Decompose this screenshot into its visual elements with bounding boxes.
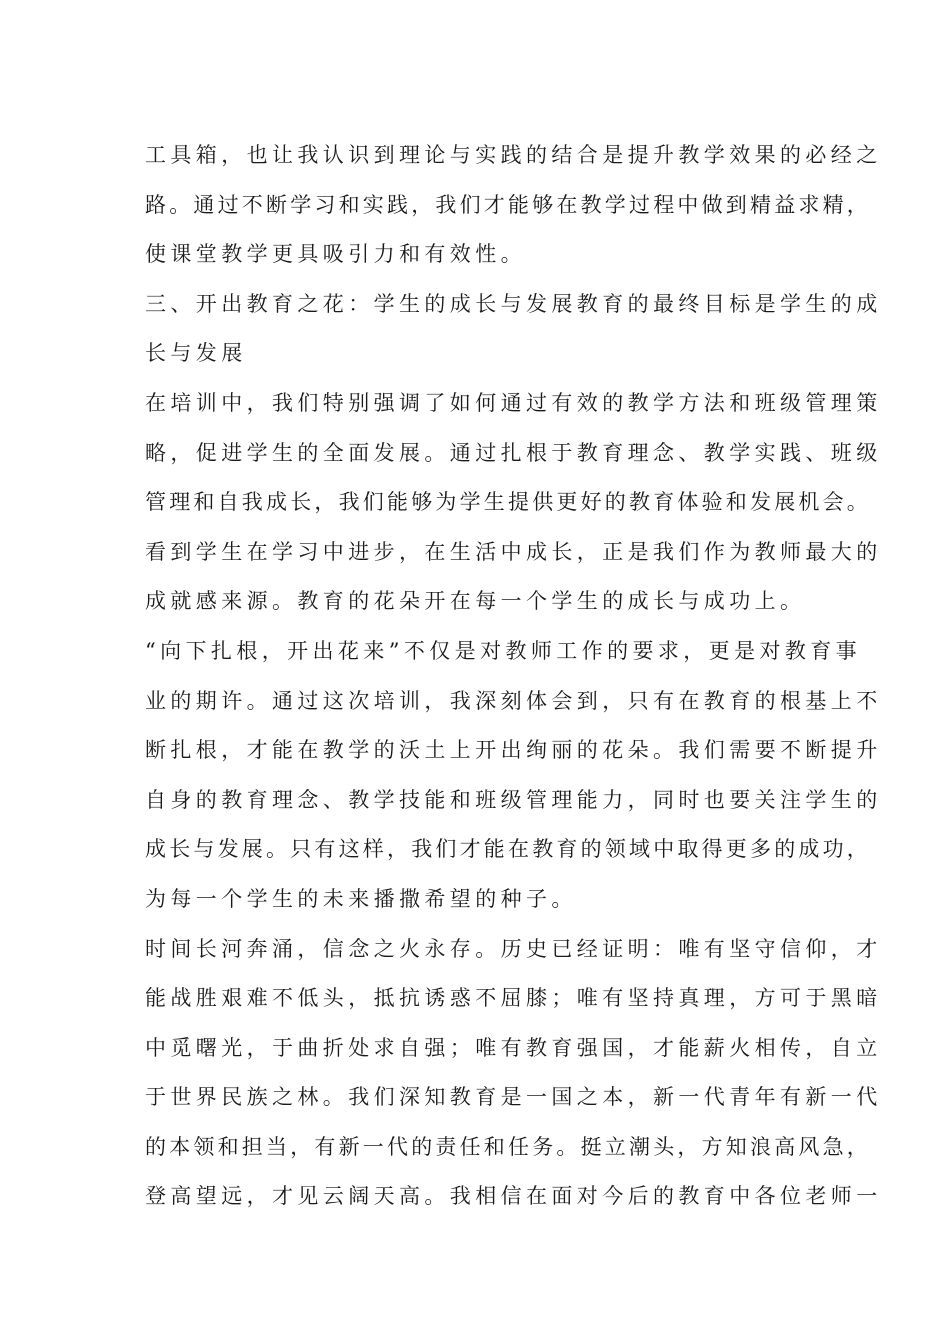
text-line: 管理和自我成长，我们能够为学生提供更好的教育体验和发展机会。	[145, 490, 871, 515]
text-line: 业的期许。通过这次培训，我深刻体会到，只有在教育的根基上不	[145, 688, 882, 713]
section-heading-continued: 长与发展	[145, 341, 247, 366]
text-line: 时间长河奔涌，信念之火永存。历史已经证明：唯有坚守信仰，才	[145, 936, 882, 961]
text-line: 工具箱，也让我认识到理论与实践的结合是提升教学效果的必经之	[145, 143, 882, 167]
text-line: 成就感来源。教育的花朵开在每一个学生的成长与成功上。	[145, 589, 806, 614]
text-line: 中觅曙光，于曲折处求自强；唯有教育强国，才能薪火相传，自立	[145, 1035, 882, 1060]
section-heading: 三、开出教育之花：学生的成长与发展教育的最终目标是学生的成	[145, 291, 882, 316]
text-line: 自身的教育理念、教学技能和班级管理能力，同时也要关注学生的	[145, 787, 882, 812]
text-line: 使课堂教学更具吸引力和有效性。	[145, 242, 526, 267]
text-line: 登高望远，才见云阔天高。我相信在面对今后的教育中各位老师一	[145, 1184, 882, 1209]
text-line: “向下扎根，开出花来”不仅是对教师工作的要求，更是对教育事	[145, 638, 862, 663]
text-line: 为每一个学生的未来播撒希望的种子。	[145, 886, 577, 911]
text-line: 能战胜艰难不低头，抵抗诱惑不屈膝；唯有坚持真理，方可于黑暗	[145, 986, 882, 1011]
document-body	[145, 131, 882, 1222]
text-line: 在培训中，我们特别强调了如何通过有效的教学方法和班级管理策	[145, 390, 882, 415]
text-line: 看到学生在学习中进步，在生活中成长，正是我们作为教师最大的	[145, 539, 882, 564]
text-line: 路。通过不断学习和实践，我们才能够在教学过程中做到精益求精，	[145, 192, 871, 217]
text-line: 的本领和担当，有新一代的责任和任务。挺立潮头，方知浪高风急，	[145, 1134, 871, 1159]
text-line: 于世界民族之林。我们深知教育是一国之本，新一代青年有新一代	[145, 1085, 882, 1110]
text-line: 略，促进学生的全面发展。通过扎根于教育理念、教学实践、班级	[145, 440, 882, 465]
text-line: 断扎根，才能在教学的沃土上开出绚丽的花朵。我们需要不断提升	[145, 738, 882, 763]
text-line: 成长与发展。只有这样，我们才能在教育的领域中取得更多的成功，	[145, 837, 871, 862]
